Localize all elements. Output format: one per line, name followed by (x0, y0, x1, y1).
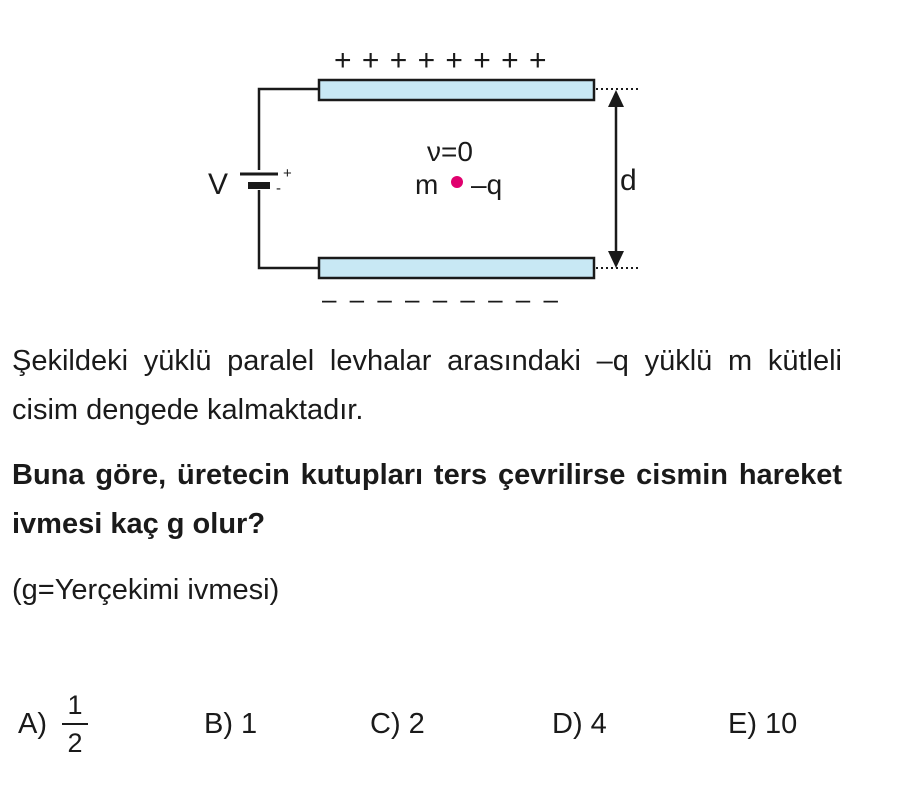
option-c[interactable] (370, 700, 470, 760)
parallel-plate-diagram (0, 0, 898, 330)
option-b[interactable] (204, 700, 304, 760)
option-a-denominator: 2 (67, 728, 83, 758)
option-a-numerator: 1 (67, 690, 83, 720)
option-a-label: A) (18, 708, 47, 740)
arrow-up-icon (608, 90, 624, 107)
question-note: (g=Yerçekimi ivmesi) (12, 574, 280, 606)
battery-icon (240, 174, 278, 189)
distance-label: d (620, 164, 637, 197)
option-a[interactable] (18, 690, 118, 760)
bottom-plate (319, 258, 594, 278)
positive-charge-signs: + + + + + + + + (334, 44, 548, 77)
battery-minus-sign: - (276, 180, 281, 197)
question-statement: Şekildeki yüklü paralel levhalar arasındaki –q yüklü m kütleli cisim dengede kalmaktadır. (12, 345, 842, 426)
question-prompt: Buna göre, üretecin kutupları ters çevrilirse cismin hareket ivmesi kaç g olur? (12, 459, 842, 540)
voltage-label: V (208, 168, 229, 201)
arrow-down-icon (608, 251, 624, 268)
option-e-label: E) 10 (728, 708, 798, 740)
velocity-label: ν=0 (427, 136, 473, 167)
mass-label: m (415, 169, 439, 200)
circuit-wire (259, 190, 319, 268)
negative-charge-signs: – – – – – – – – – (322, 284, 561, 314)
option-e[interactable] (728, 700, 848, 760)
option-b-label: B) 1 (204, 708, 258, 740)
fraction-bar (62, 723, 88, 725)
circuit-wire (259, 89, 319, 170)
option-d-label: D) 4 (552, 708, 607, 740)
top-plate (319, 80, 594, 100)
charge-label: –q (471, 169, 503, 200)
option-a-fraction (62, 688, 88, 760)
option-d[interactable] (552, 700, 652, 760)
charged-particle (451, 176, 463, 188)
battery-plus-sign: + (283, 165, 292, 182)
option-c-label: C) 2 (370, 708, 425, 740)
